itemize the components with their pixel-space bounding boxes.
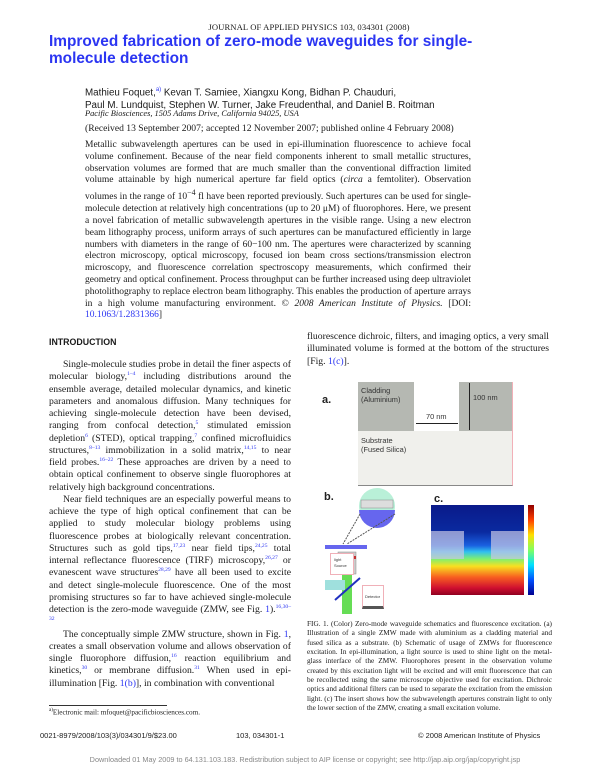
author-line-2: Paul M. Lundquist, Stephen W. Turner, Jake Freudenthal, and Daniel B. Roitman — [85, 99, 435, 111]
text-run: or evanescent wave structures — [49, 555, 291, 579]
right-column — [307, 331, 549, 368]
reference-citation[interactable]: 6 — [85, 432, 88, 439]
map-cladding-left — [431, 531, 464, 559]
text-run: , creates a small observation volume and allows observation of single fluorophore diffusion, — [49, 628, 291, 664]
abstract — [85, 140, 471, 322]
link[interactable]: 1(b) — [119, 677, 136, 689]
text-run: fl have been reported previously. Such apertures can be used for single-molecule detection at relatively high concentrations (up to 20 μM) of fluorophores. Here, we present a novel fabrication of metallic subwavelength apertures in the visible range. Using a new electron beam lithography process, uniform arrays of such apertures can be manufactured efficiently in large numbers with diameters in the range of 60−100 nm. The apertures were characterized by scanning electron microscopy, optical microscopy, focused ion beam cross sections/transmission electron microscopy, and fluorescence correlation spectroscopy measurements, which confirmed their geometry and optical confinement. Process throughput can be further increased using deep ultraviolet photolithography to replace electron beam lithography. This enables the production of aperture arrays in a high volume manufacturing environment. © — [85, 192, 471, 309]
colorbar — [528, 505, 534, 595]
text-run: These approaches are driven by a need to obtain optical confinement to observe single fluorophores at relatively high background concentrations. — [49, 457, 291, 493]
author-line-1: Mathieu Foquet, — [85, 87, 156, 99]
text-run: have all been used to excite and detect single-molecule fluorescence. One of the most promising structures so far to have achieved single-molecule detection is the zero-mode waveguide (ZMW, see Fig. — [49, 567, 291, 615]
figure-caption: FIG. 1. (Color) Zero-mode waveguide schematics and fluorescence excitation. (a) Illustration of a single ZMW made with aluminium as a cladding material and fused silica as a substrate. (b) Schematic of usage of ZMWs for fluorescence excitation. In epi-illumination, a light source is used to shine light on the metal-glass interface of the ZMW. Fluorophores present in the observation volume created by this excitation light will be excited and will emit fluorescence that can be recollected using the same microscope objective used for excitation. Dichroic optics and additional filters can be used to separate the excitation from the emission light. (c) The insert shows how the subwavelength apertures constrain light to only the lower section of the ZMW, creating a small excitation volume. — [307, 619, 552, 713]
footer-issn: 0021-8979/2008/103(3)/034301/9/$23.00 — [40, 731, 177, 740]
reference-citation[interactable]: 16 — [171, 653, 177, 659]
reference-citation[interactable]: 26,27 — [265, 555, 278, 561]
reference-citation[interactable]: 31 — [194, 665, 200, 672]
text-run: Near field techniques are an especially powerful means to achieve the type of high optical confinement that can be applied to study molecular biology problems using fluorescence probes at biologically relevant concentration. Structures such as gold tips, — [49, 493, 291, 554]
width-dimension-label: 70 nm — [426, 412, 447, 421]
author-line-1b: Kevan T. Samiee, Xiangxu Kong, Bidhan P. Chauduri, — [161, 87, 397, 99]
height-arrow — [469, 383, 470, 430]
reference-citation[interactable]: 14,15 — [243, 444, 257, 451]
text-run: total internal reflectance fluorescence (TIRF) microscopy, — [49, 542, 291, 566]
paragraph — [49, 629, 291, 690]
reference-citation[interactable]: 7 — [194, 432, 198, 439]
paragraph — [49, 359, 291, 494]
text-run: [DOI: — [442, 298, 471, 309]
text-run: including distributions around the ensemble average, detailed molecular dynamics, and kinetic parameters and anomalous diffusion. Many techniques for achieving single-molecule detection have been devised, ranging from confocal detection, — [49, 371, 292, 432]
article-title: Improved fabrication of zero-mode waveguides for single-molecule detection — [49, 33, 473, 67]
field-intensity-map — [431, 505, 524, 595]
paragraph — [307, 331, 549, 368]
text-run: reaction equilibrium and kinetics, — [49, 653, 291, 677]
footnote: $^{a)}$Electronic mail: mfoquet@pacificbiosciences.com. — [49, 708, 201, 717]
height-dimension-label: 100 nm — [473, 393, 498, 402]
text-run: When used in epi-illumination [Fig. — [49, 665, 291, 689]
text-run: ). — [269, 604, 276, 615]
text-run: near field tips, — [185, 542, 255, 554]
width-arrow — [416, 423, 458, 424]
text-run: Metallic subwavelength apertures can be used in epi-illumination fluorescence to achieve focal volume confinement. Because of the near field components inherent to small metallic structures, observation volumes are formed that are much smaller than the conventional diffraction limited volume attainable by high numerical aperture far field optics ( — [85, 140, 471, 186]
footnote-rule — [49, 705, 167, 706]
text-run: to near field probes. — [49, 444, 291, 468]
link[interactable]: 1(c) — [328, 355, 344, 367]
reference-citation[interactable]: 17,23 — [172, 542, 186, 549]
text-run: fluorescence dichroic, filters, and imaging optics, a very small illuminated volume is formed at the bottom of the structures [Fig. — [307, 331, 549, 367]
text-run: ], in combination with conventional — [135, 677, 275, 689]
cladding-right — [459, 382, 513, 431]
link[interactable]: 10.1063/1.2831366 — [85, 310, 159, 321]
link[interactable]: 1 — [283, 628, 289, 640]
cladding-label: Cladding (Aluminium) — [361, 386, 401, 404]
panel-a-label: a. — [322, 394, 332, 406]
text-run: a femtoliter). Observation volumes in the range of 10 — [85, 175, 471, 203]
text-run: (STED), optical trapping, — [87, 432, 195, 444]
reference-citation[interactable]: 8–13 — [89, 444, 101, 451]
italic-text: circa — [343, 175, 363, 186]
paragraph — [49, 494, 291, 629]
reference-citation[interactable]: 24,25 — [254, 542, 268, 549]
reference-citation[interactable]: 16–22 — [99, 457, 114, 463]
panel-c-label: c. — [434, 493, 444, 505]
reference-citation[interactable]: 28,29 — [158, 567, 171, 574]
section-heading-introduction: INTRODUCTION — [49, 337, 117, 347]
panel-b-label: b. — [324, 491, 334, 503]
text-run: confined microfluidics structures, — [49, 432, 291, 456]
affiliation: Pacific Biosciences, 1505 Adams Drive, California 94025, USA — [85, 109, 299, 118]
substrate-label: Substrate (Fused Silica) — [361, 436, 407, 454]
footer-copyright: © 2008 American Institute of Physics — [418, 731, 541, 740]
left-column — [49, 359, 291, 690]
text-run: stimulated emission depletion — [49, 420, 291, 444]
journal-header: JOURNAL OF APPLIED PHYSICS 103, 034301 (2008) — [208, 22, 410, 32]
download-notice: Downloaded 01 May 2009 to 64.131.103.183. Redistribution subject to AIP license or copyright; see http://jap.aip.org/jap/copyright.jsp — [89, 755, 521, 764]
text-run: ] — [158, 310, 163, 321]
text-run: ]. — [343, 355, 350, 367]
detector-box: Detector — [362, 585, 384, 609]
footnote-mark[interactable]: a) — [155, 87, 162, 93]
text-run: immobilization in a solid matrix, — [100, 444, 244, 456]
text-run: or membrane diffusion. — [87, 665, 195, 677]
reference-citation[interactable]: −4 — [187, 188, 196, 198]
reference-citation[interactable]: 5 — [195, 420, 199, 427]
text-run: Single-molecule studies probe in detail the finer aspects of molecular biology, — [49, 359, 291, 383]
footer-page: 103, 034301-1 — [236, 731, 285, 740]
received-dates: (Received 13 September 2007; accepted 12 November 2007; published online 4 February 2008) — [85, 123, 454, 134]
map-cladding-right — [491, 531, 524, 559]
light-source-box: light Source — [330, 553, 354, 575]
link[interactable]: 1 — [265, 604, 270, 615]
text-run: The conceptually simple ZMW structure, shown in Fig. — [63, 628, 284, 640]
italic-text: 2008 American Institute of Physics. — [294, 298, 443, 309]
reference-citation[interactable]: 1–4 — [127, 371, 136, 378]
reference-citation[interactable]: 30 — [81, 665, 88, 672]
reference-citation[interactable]: 16,30–32 — [49, 604, 291, 623]
